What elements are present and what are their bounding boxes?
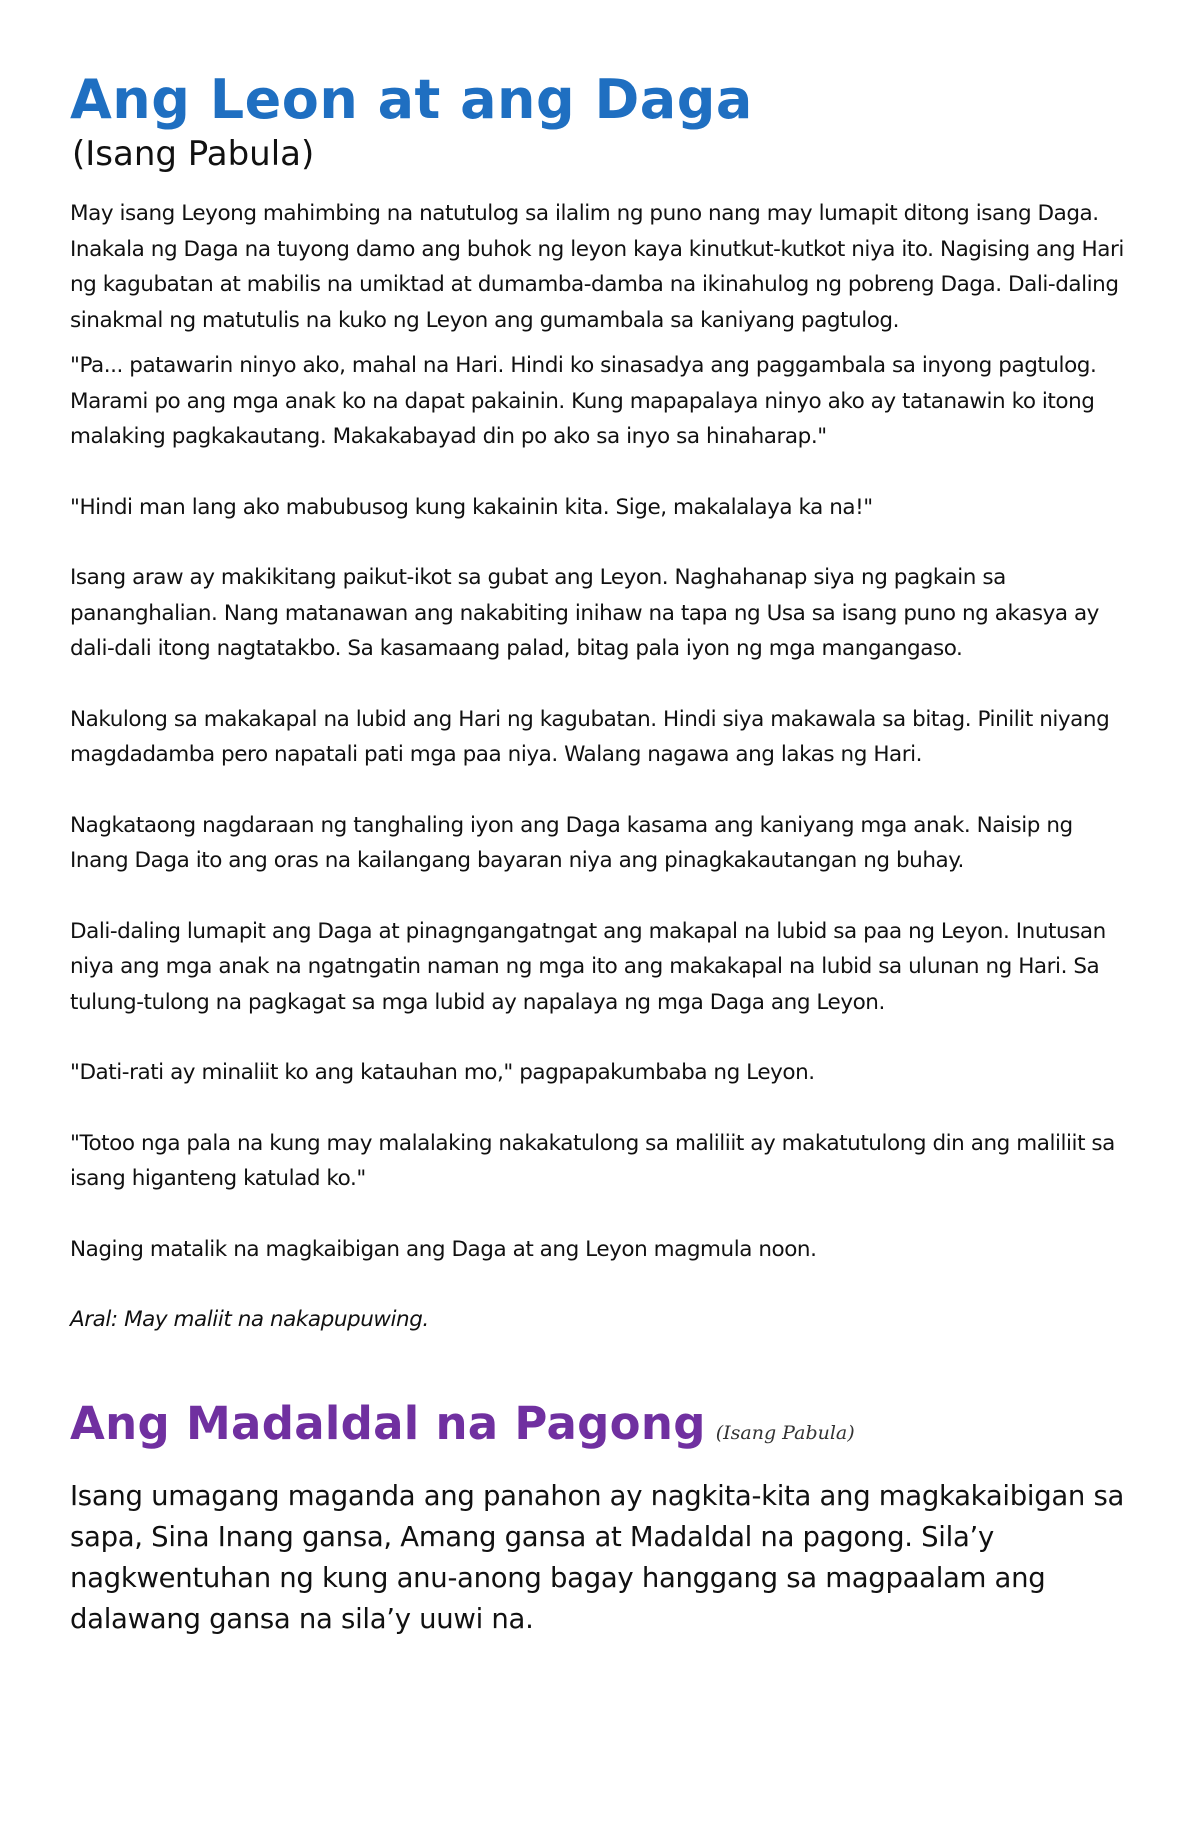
story2-title: Ang Madaldal na Pagong xyxy=(70,1396,706,1450)
story1-paragraph: "Pa... patawarin ninyo ako, mahal na Hari. Hindi ko sinasadya ang paggambala sa inyong pagtulog. Marami po ang mga anak ko na dapat pakainin. Kung mapapalaya ninyo ako ay tatanawin ko itong malaking pagkakautang. Makakabayad din po ako sa inyo sa hinaharap." xyxy=(70,353,1097,449)
story1-paragraph: Naging matalik na magkaibigan ang Daga at ang Leyon magmula noon. xyxy=(70,1236,817,1262)
story1-lesson: Aral: May maliit na nakapupuwing. xyxy=(70,1307,429,1332)
story2-paragraph: Isang umagang maganda ang panahon ay nagkita-kita ang magkakaibigan sa sapa, Sina Inang gansa, Amang gansa at Madaldal na pagong. Sila’y nagkwentuhan ng kung anu-anong bagay hanggang sa magpaalam ang dalawang gansa na sila’y uuwi na. xyxy=(70,1479,1125,1635)
story1-title: Ang Leon at ang Daga xyxy=(70,68,753,131)
story1-paragraph: "Dati-rati ay minaliit ko ang katauhan mo," pagpapakumbaba ng Leyon. xyxy=(70,1060,815,1085)
story1-paragraph: "Hindi man lang ako mabubusog kung kakainin kita. Sige, makalalaya ka na!" xyxy=(70,494,873,520)
story2-heading xyxy=(70,1396,1130,1452)
story1-body xyxy=(70,196,1130,1338)
document-page xyxy=(70,68,1130,1640)
story1-paragraph: Nagkataong nagdaraan ng tanghaling iyon ang Daga kasama ang kaniyang mga anak. Naisip ng Inang Daga ito ang oras na kailangang bayaran niya ang pinagkakautangan ng buhay. xyxy=(70,812,1073,873)
story1-paragraph: Isang araw ay makikitang paikut-ikot sa gubat ang Leyon. Naghahanap siya ng pagkain sa pananghalian. Nang matanawan ang nakabiting inihaw na tapa ng Usa sa isang puno ng akasya ay dali-dali itong nagtatakbo. Sa kasamaang palad, bitag pala iyon ng mga mangangaso. xyxy=(70,565,1099,661)
story1-subtitle: (Isang Pabula) xyxy=(72,134,315,174)
story2-subtitle: (Isang Pabula) xyxy=(715,1421,855,1444)
story1-paragraph: Dali-daling lumapit ang Daga at pinagngangatngat ang makapal na lubid sa paa ng Leyon. Inutusan niya ang mga anak na ngatngatin naman ng mga ito ang makakapal na lubid sa ulunan ng Hari. Sa tulung-tulong na pagkagat sa mga lubid ay napalaya ng mga Daga ang Leyon. xyxy=(70,918,1106,1015)
story1-paragraph: Nakulong sa makakapal na lubid ang Hari ng kagubatan. Hindi siya makawala sa bitag. Pinilit niyang magdadamba pero napatali pati mga paa niya. Walang nagawa ang lakas ng Hari. xyxy=(70,706,1110,767)
story1-paragraph: May isang Leyong mahimbing na natutulog sa ilalim ng puno nang may lumapit ditong isang Daga. Inakala ng Daga na tuyong damo ang buhok ng leyon kaya kinutkut-kutkot niya ito. Nagising ang Hari ng kagubatan at mabilis na umiktad at dumamba-damba na ikinahulog ng pobreng Daga. Dali-daling sinakmal ng matutulis na kuko ng Leyon ang gumambala sa kaniyang pagtulog. xyxy=(70,201,1124,333)
story1-paragraph: "Totoo nga pala na kung may malalaking nakakatulong sa maliliit ay makatutulong din ang maliliit sa isang higanteng katulad ko." xyxy=(70,1130,1115,1191)
story2-body xyxy=(70,1476,1130,1640)
